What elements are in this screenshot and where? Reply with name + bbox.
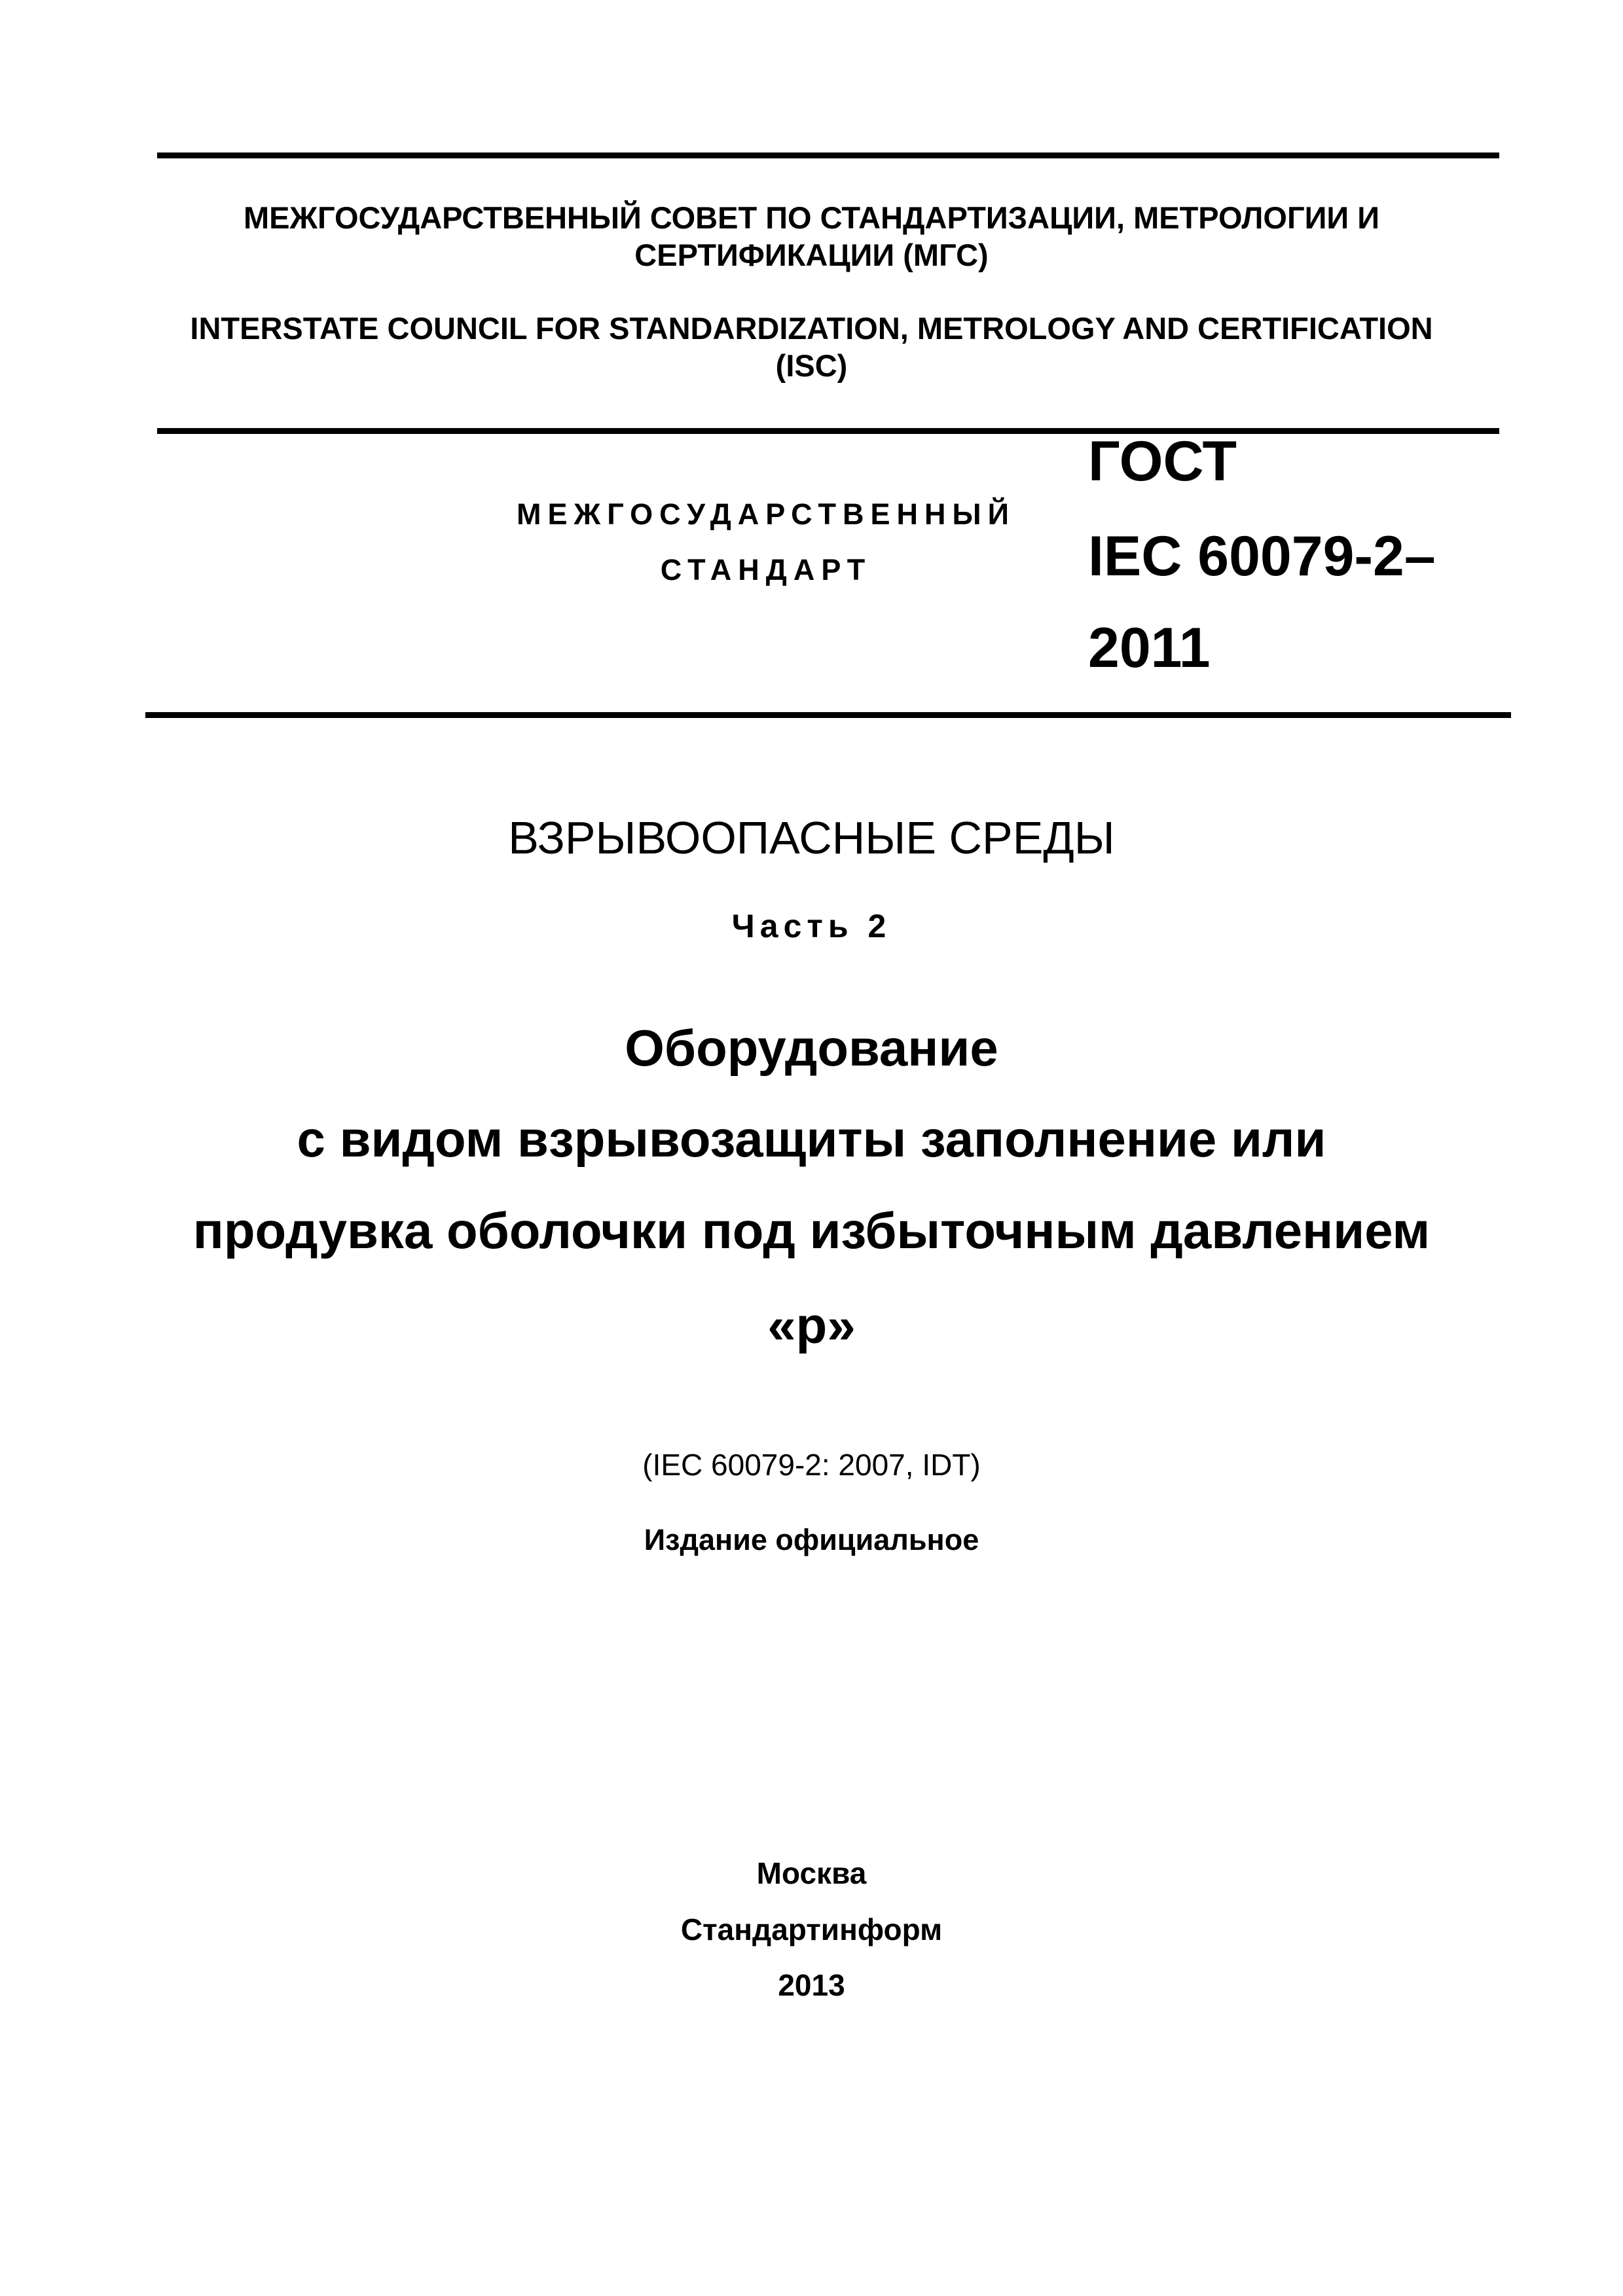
edition-note: Издание официальное (644, 1523, 979, 1556)
imprint-publisher: Стандартинформ (680, 1912, 943, 1946)
council-en-line2: (ISC) (775, 348, 848, 383)
council-ru-line2: СЕРТИФИКАЦИИ (МГС) (634, 238, 989, 272)
subtitle-line4: «р» (767, 1297, 856, 1354)
top-rule (157, 152, 1499, 158)
subtitle-line3: продувка оболочки под избыточным давлением (192, 1202, 1431, 1259)
document-title: ВЗРЫВООПАСНЫЕ СРЕДЫ (508, 812, 1115, 863)
standard-designation-line1: ГОСТ (1088, 430, 1237, 493)
middle-rule (157, 428, 1499, 434)
standard-label-line2: СТАНДАРТ (660, 553, 872, 586)
iec-reference: (IEC 60079-2: 2007, IDT) (642, 1448, 981, 1482)
council-en-line1: INTERSTATE COUNCIL FOR STANDARDIZATION, METROLOGY AND CERTIFICATION (190, 311, 1433, 346)
standard-designation-line2: IEC 60079-2– (1088, 525, 1436, 588)
part-number: Часть 2 (731, 908, 892, 944)
subtitle-line2: с видом взрывозащиты заполнение или (297, 1110, 1326, 1168)
imprint-city: Москва (756, 1856, 867, 1890)
council-ru-line1: МЕЖГОСУДАРСТВЕННЫЙ СОВЕТ ПО СТАНДАРТИЗАЦИИ, МЕТРОЛОГИИ И (244, 200, 1379, 235)
standard-label-line1: МЕЖГОСУДАРСТВЕННЫЙ (517, 497, 1015, 531)
standard-designation-line3: 2011 (1088, 617, 1211, 679)
imprint-year: 2013 (778, 1968, 845, 2002)
bottom-rule (145, 712, 1511, 718)
subtitle-line1: Оборудование (625, 1019, 998, 1077)
